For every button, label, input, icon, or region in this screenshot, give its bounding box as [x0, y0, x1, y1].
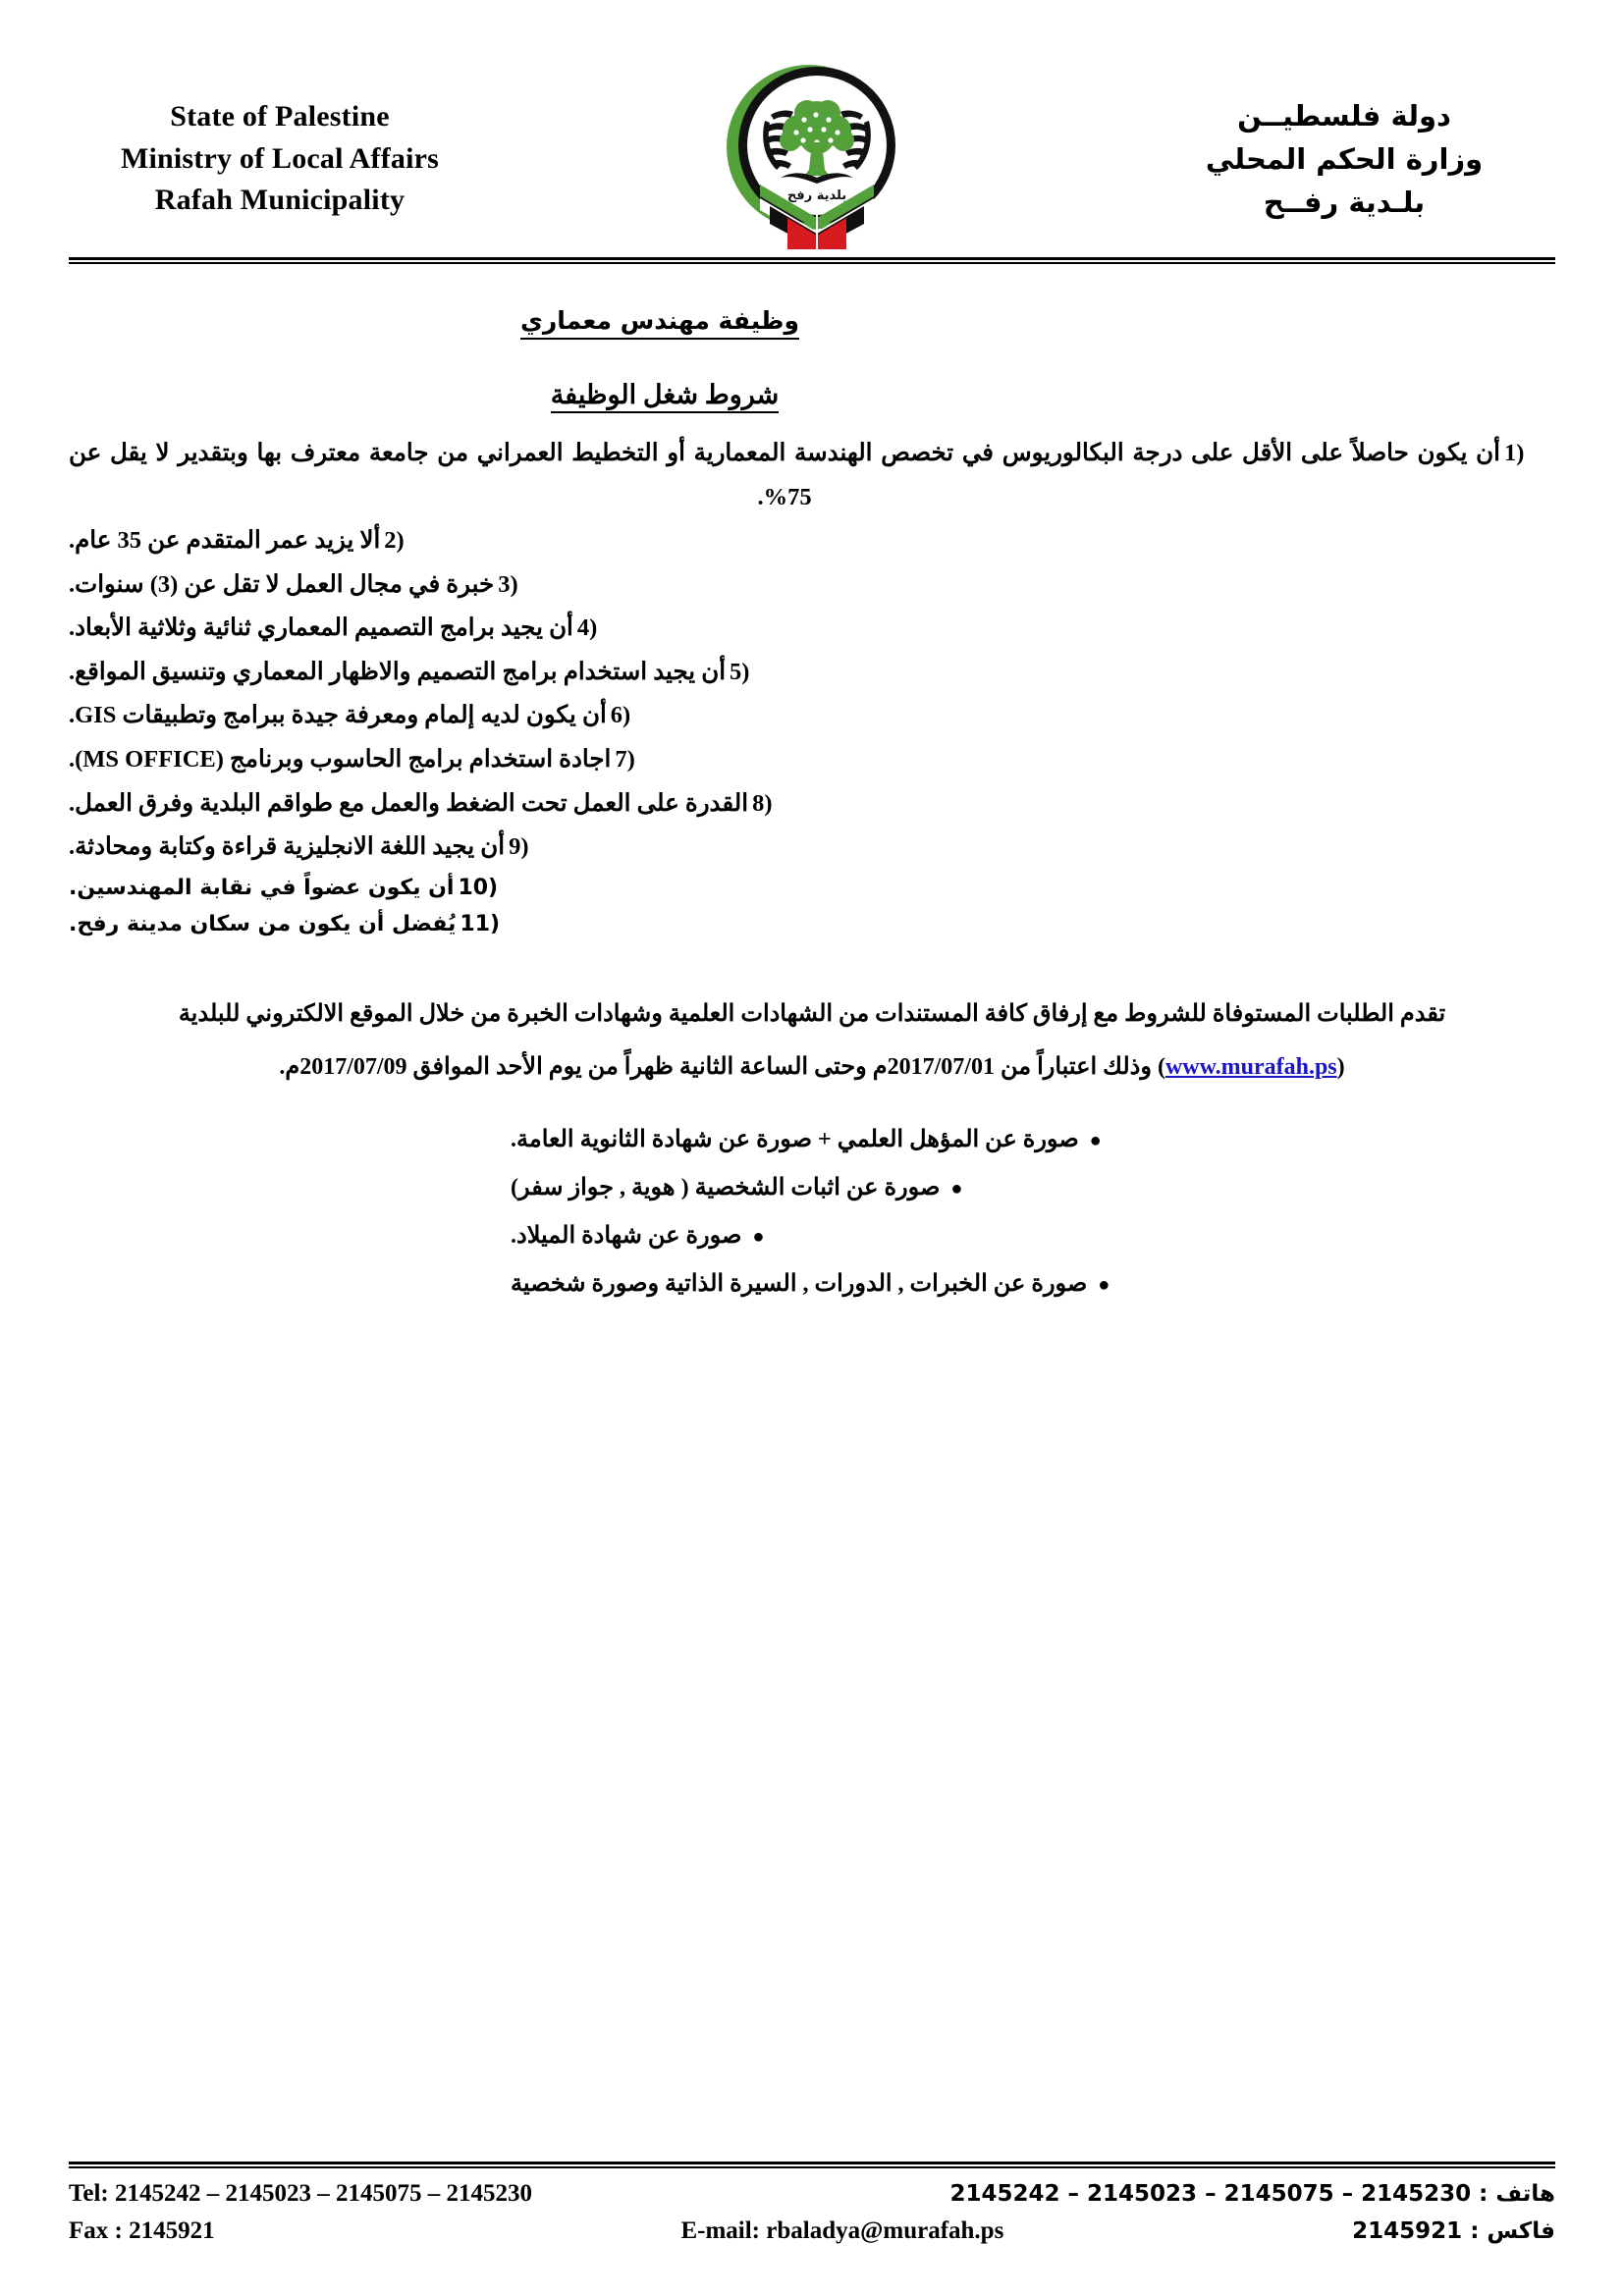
footer-phone-numbers-en: 2145242 – 2145023 – 2145075 – 2145230: [115, 2180, 532, 2207]
footer-email: [563, 2217, 1003, 2245]
letterhead-arabic-line-1: دولة فلسطيــن: [1237, 98, 1451, 133]
list-item: [69, 1212, 1555, 1260]
letterhead-english-line-1: State of Palestine: [170, 100, 390, 133]
application-paragraph-line-2-wrap: [69, 1043, 1555, 1091]
condition-text: يُفضل أن يكون من سكان مدينة رفح.: [69, 912, 457, 937]
condition-item: [69, 563, 1555, 608]
letterhead-english: [69, 96, 491, 222]
required-document-text: صورة عن شهادة الميلاد.: [511, 1222, 742, 1249]
list-item: [69, 1116, 1555, 1164]
condition-text: القدرة على العمل تحت الضغط والعمل مع طواقم البلدية وفرق العمل.: [69, 789, 749, 817]
rafah-municipality-emblem-icon: [721, 61, 903, 253]
condition-text: أن يجيد اللغة الانجليزية قراءة وكتابة ومحادثة.: [69, 833, 506, 861]
condition-item: [69, 651, 1555, 695]
condition-text: اجادة استخدام برامج الحاسوب وبرنامج (MS OFFICE).: [69, 746, 612, 774]
footer-phone-label-ar: هاتف :: [1479, 2181, 1555, 2207]
condition-item: [69, 870, 1555, 906]
bullet-icon: ●: [1098, 1274, 1110, 1297]
condition-number: 3): [498, 570, 518, 598]
condition-item: [69, 738, 1555, 782]
condition-text: أن يجيد استخدام برامج التصميم والاظهار المعماري وتنسيق المواقع.: [69, 658, 727, 685]
letterhead-english-line-3: Rafah Municipality: [154, 184, 406, 217]
condition-item: [69, 906, 1555, 942]
required-document-text: صورة عن اثبات الشخصية ( هوية , جواز سفر): [511, 1174, 941, 1201]
condition-number: 10): [458, 875, 499, 900]
document-body: [69, 285, 1555, 1308]
condition-number: 2): [384, 527, 405, 555]
footer-fax-number-ar: 2145921: [1352, 2218, 1463, 2244]
letterhead-arabic-line-3: بلـدية رفــح: [1263, 186, 1426, 220]
application-deadline-text: وذلك اعتباراً من 2017/07/01م وحتى الساعة الثانية ظهراً من يوم الأحد الموافق 2017/07/09م.: [279, 1053, 1152, 1080]
required-document-text: صورة عن الخبرات , الدورات , السيرة الذاتية وصورة شخصية: [511, 1271, 1088, 1298]
condition-text: أن يكون حاصلاً على الأقل على درجة البكالوريوس في تخصص الهندسة المعمارية أو التخطيط العمراني من جامعة معترف بها وبتقدير لا يقل عن 75%.: [69, 440, 1500, 510]
footer-email-label: E-mail:: [680, 2217, 761, 2244]
list-item: [69, 1164, 1555, 1212]
condition-item: [69, 694, 1555, 738]
footer-fax-label-ar: فاكس :: [1470, 2218, 1555, 2244]
condition-number: 4): [576, 614, 598, 642]
footer-phone-english: [69, 2180, 532, 2208]
footer-fax-email-row: [69, 2217, 1555, 2245]
section-heading-text: شروط شغل الوظيفة: [551, 380, 780, 413]
condition-number: 1): [1504, 440, 1525, 466]
footer-fax-english: Fax : 2145921: [69, 2217, 215, 2244]
condition-text: خبرة في مجال العمل لا تقل عن (3) سنوات.: [69, 570, 495, 598]
page-title-text: وظيفة مهندس معماري: [520, 306, 799, 340]
footer-phone-row: [69, 2180, 1555, 2208]
condition-item: [69, 519, 1555, 563]
footer-fax-arabic: [1352, 2218, 1555, 2244]
section-heading-conditions: [69, 380, 1555, 410]
list-item: [69, 1260, 1555, 1308]
svg-text:بلدية رفح: بلدية رفح: [786, 188, 847, 203]
condition-item: [69, 607, 1555, 651]
condition-number: 6): [610, 702, 631, 729]
condition-text: أن يكون لديه إلمام ومعرفة جيدة ببرامج وتطبيقات GIS.: [69, 702, 607, 729]
page-title: [69, 306, 1555, 335]
palestinian-flag-chevron-icon: [760, 185, 874, 249]
letterhead-arabic-line-2: وزارة الحكم المحلي: [1205, 141, 1484, 176]
condition-text: أن يجيد برامج التصميم المعماري ثنائية وثلاثية الأبعاد.: [69, 614, 573, 642]
footer-email-address[interactable]: rbaladya@murafah.ps: [766, 2217, 1004, 2244]
emblem-container: [699, 61, 925, 257]
footer-phone-numbers-ar: 2145230 – 2145075 – 2145023 – 2145242: [949, 2181, 1472, 2207]
municipality-website-link[interactable]: www.murafah.ps: [1164, 1053, 1337, 1080]
header-divider: [69, 257, 1555, 264]
condition-item: [69, 782, 1555, 827]
footer-phone-arabic: [949, 2181, 1555, 2207]
condition-number: 9): [509, 833, 529, 861]
condition-item: [69, 826, 1555, 870]
application-paragraph-line-1: تقدم الطلبات المستوفاة للشروط مع إرفاق كافة المستندات من الشهادات العلمية وشهادات الخبرة من خلال الموقع الالكتروني للبلدية: [178, 1000, 1446, 1027]
application-paragraph: [69, 990, 1555, 1091]
condition-number: 7): [615, 746, 635, 774]
condition-text: ألا يزيد عمر المتقدم عن 35 عام.: [69, 527, 381, 555]
condition-item: [69, 432, 1555, 519]
required-documents-list: [69, 1116, 1555, 1309]
condition-number: 5): [730, 658, 750, 685]
bullet-icon: ●: [752, 1225, 765, 1248]
letterhead-english-line-2: Ministry of Local Affairs: [120, 141, 440, 175]
footer-phone-label-en: Tel:: [69, 2180, 109, 2207]
paren-open: (: [1336, 1053, 1345, 1080]
bullet-icon: ●: [950, 1177, 963, 1200]
paren-close: ): [1157, 1053, 1165, 1080]
conditions-list: [69, 432, 1555, 943]
letterhead-arabic: [1133, 94, 1555, 224]
bullet-icon: ●: [1089, 1129, 1102, 1151]
condition-number: 11): [460, 912, 501, 937]
condition-number: 8): [752, 789, 773, 817]
footer-divider: [69, 2162, 1555, 2168]
page-footer: [69, 2162, 1555, 2245]
letterhead: [69, 61, 1555, 257]
condition-text: أن يكون عضواً في نقابة المهندسين.: [69, 875, 455, 900]
required-document-text: صورة عن المؤهل العلمي + صورة عن شهادة الثانوية العامة.: [511, 1126, 1079, 1152]
